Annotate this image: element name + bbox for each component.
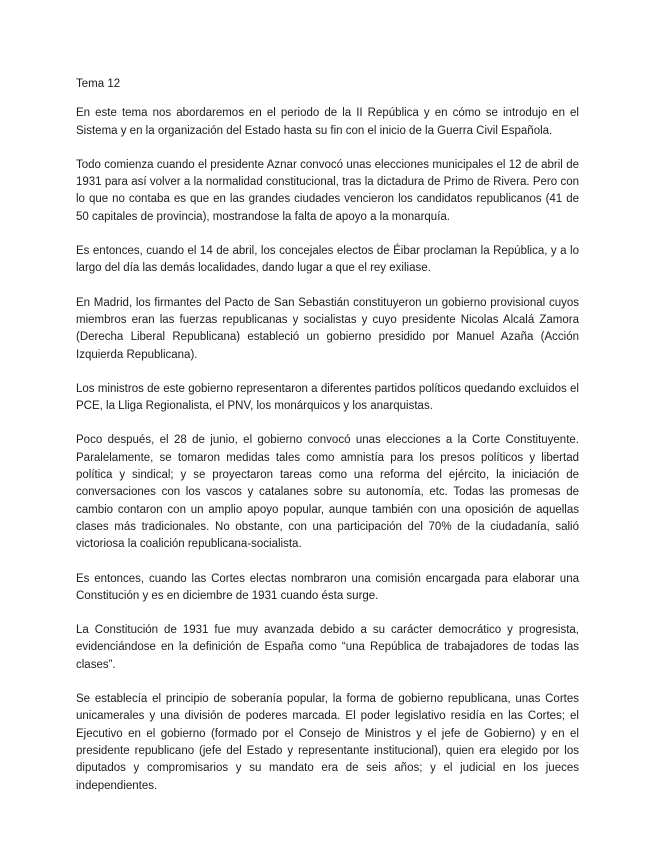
paragraph: Se establecía el principio de soberanía popular, la forma de gobierno republicana, unas Cortes unicamerales y una división de poderes marcada. El poder legislativo residía en las Cortes; el Ejecutivo en el gobierno (formado por el Consejo de Ministros y el jefe de Gobierno) y en el presidente republicano (jefe del Estado y representante institucional), quien era elegido por los diputados y compromisarios y su mandato era de seis años; y el judicial en los jueces independientes.: [76, 693, 579, 792]
paragraph: La Constitución de 1931 fue muy avanzada debido a su carácter democrático y progresista, evidenciándose en la definición de España como “una República de trabajadores de todas las clases”.: [76, 624, 579, 671]
paragraph: Todo comienza cuando el presidente Aznar convocó unas elecciones municipales el 12 de abril de 1931 para así volver a la normalidad constitucional, tras la dictadura de Primo de Rivera. Pero con lo que no contaba es que en las grandes ciudades vencieron los candidatos republicanos (41 de 50 capitales de provincia), mostrandose la falta de apoyo a la monarquía.: [76, 158, 579, 223]
document-title: Tema 12: [76, 78, 121, 90]
paragraph: En este tema nos abordaremos en el periodo de la II República y en cómo se introdujo en el Sistema y en la organización del Estado hasta su fin con el inicio de la Guerra Civil Española.: [76, 107, 579, 137]
document-body: [76, 76, 579, 812]
paragraph: En Madrid, los firmantes del Pacto de San Sebastián constituyeron un gobierno provisional cuyos miembros eran las fuerzas republicanas y socialistas y cuyo presidente Nicolas Alcalá Zamora (Derecha Liberal Republicana) estableció un gobierno presidido por Manuel Azaña (Acción Izquierda Republicana).: [76, 296, 579, 361]
paragraph: Es entonces, cuando las Cortes electas nombraron una comisión encargada para elaborar una Constitución y es en diciembre de 1931 cuando ésta surge.: [76, 572, 579, 602]
paragraph: Poco después, el 28 de junio, el gobierno convocó unas elecciones a la Corte Constituyente. Paralelamente, se tomaron medidas tales como amnistía para los presos políticos y libertad política y sindical; y se proyectaron tareas como una reforma del ejército, la iniciación de conversaciones con los vascos y catalanes sobre su autonomía, etc. Todas las promesas de cambio contaron con un amplio apoyo popular, aunque también con una oposición de aquellas clases más tradicionales. No obstante, con una participación del 70% de la ciudadanía, salió victoriosa la coalición republicana-socialista.: [76, 434, 579, 551]
paragraph: Los ministros de este gobierno representaron a diferentes partidos políticos quedando excluidos el PCE, la Lliga Regionalista, el PNV, los monárquicos y los anarquistas.: [76, 382, 579, 413]
paragraph: Es entonces, cuando el 14 de abril, los concejales electos de Éibar proclaman la República, y a lo largo del día las demás localidades, dando lugar a que el rey exiliase.: [76, 245, 579, 275]
